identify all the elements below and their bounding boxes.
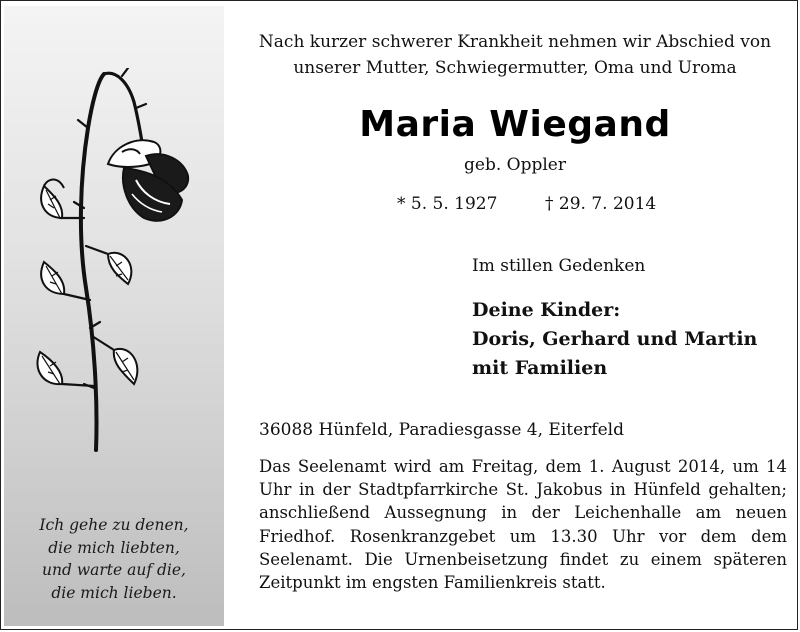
intro-line: unserer Mutter, Schwiegermutter, Oma und Uroma [293,58,737,78]
poem-line: die mich lieben. [51,583,177,602]
poem [4,514,224,604]
birth-date: * 5. 5. 1927 [397,194,498,214]
obituary-content [232,0,798,632]
mourners-line: Doris, Gerhard und Martin [472,328,758,350]
service-notice: Das Seelenamt wird am Freitag, dem 1. August 2014, um 14 Uhr in der Stadtpfarrkirche St. Jakobus in Hünfeld gehalten; anschließend Aussegnung in der Leichenhalle am neuen Friedhof. Rosenkranzgebet um 13.30 Uhr vor dem dem Seelenamt. Die Urnenbeisetzung findet zu einem späteren Zeitpunkt im engsten Familienkreis statt. [259,457,787,593]
intro-text [232,29,798,81]
poem-line: Ich gehe zu denen, [39,516,189,534]
address: 36088 Hünfeld, Paradiesgasse 4, Eiterfeld [259,420,624,440]
birth-name: geb. Oppler [464,155,566,175]
mourners [472,296,757,383]
memory-text: Im stillen Gedenken [472,256,646,276]
deceased-name: Maria Wiegand [359,104,671,145]
poem-line: und warte auf die, [42,561,186,579]
side-panel [4,6,224,626]
poem-line: die mich liebten, [48,538,180,557]
intro-line: Nach kurzer schwerer Krankheit nehmen wir Abschied von [258,32,772,52]
death-date: † 29. 7. 2014 [545,194,657,214]
mourners-line: Deine Kinder: [472,299,621,321]
mourners-line: mit Familien [472,357,608,379]
wilted-rose-icon [24,68,204,458]
